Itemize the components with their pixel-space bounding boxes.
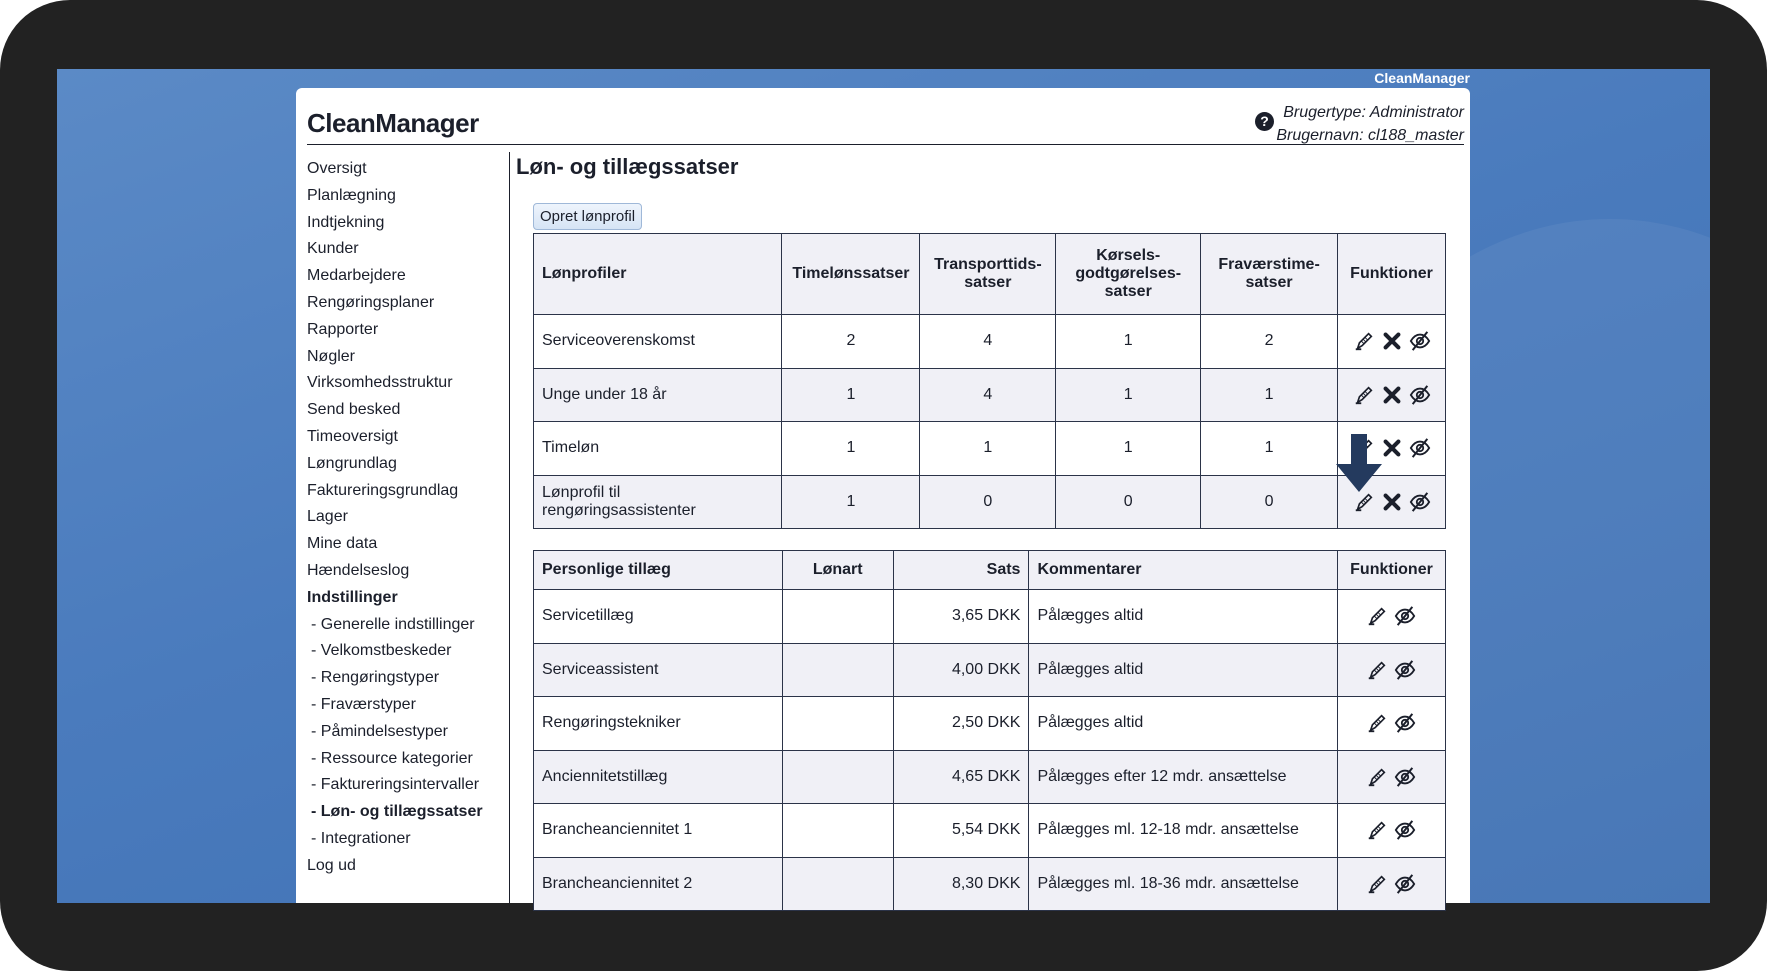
table-cell: 5,54 DKK	[893, 804, 1029, 858]
sidebar-item[interactable]: - Løn- og tillægssatser	[311, 803, 483, 821]
table-cell: 1	[1056, 368, 1201, 422]
sidebar-item[interactable]: Rapporter	[307, 320, 379, 338]
sidebar-item[interactable]: Virksomhedsstruktur	[307, 374, 453, 392]
table-cell: 1	[1056, 315, 1201, 369]
sidebar-item[interactable]: Medarbejdere	[307, 267, 406, 285]
table-cell: 4	[920, 315, 1056, 369]
table-cell: Servicetillæg	[534, 590, 783, 644]
table-cell: Serviceoverenskomst	[534, 315, 782, 369]
table-row	[534, 475, 1446, 529]
sidebar-item[interactable]: - Rengøringstyper	[311, 669, 440, 687]
sidebar-item[interactable]: Oversigt	[307, 160, 367, 177]
table-cell: Rengøringstekniker	[534, 697, 783, 751]
eye-slash-icon[interactable]	[1409, 330, 1431, 352]
eye-slash-icon[interactable]	[1394, 819, 1416, 841]
sidebar-item[interactable]: Kunder	[307, 240, 359, 258]
table-row	[534, 590, 1446, 644]
pencil-icon[interactable]	[1353, 330, 1375, 352]
eye-slash-icon[interactable]	[1409, 437, 1431, 459]
sidebar-item[interactable]: Løngrundlag	[307, 454, 397, 472]
sidebar-item[interactable]: Indtjekning	[307, 213, 385, 231]
user-type: Brugertype: Administrator	[1283, 104, 1464, 121]
user-info	[1276, 101, 1464, 147]
eye-slash-icon[interactable]	[1394, 712, 1416, 734]
page-title: Løn- og tillægssatser	[516, 154, 739, 179]
row-actions	[1337, 697, 1445, 751]
table-row	[534, 750, 1446, 804]
table-cell: Pålægges altid	[1029, 590, 1338, 644]
sidebar-item[interactable]: - Fraværstyper	[311, 695, 416, 713]
table-cell: 0	[1201, 475, 1338, 529]
row-actions	[1337, 590, 1445, 644]
x-icon[interactable]	[1381, 330, 1403, 352]
table-cell: Brancheanciennitet 2	[534, 857, 783, 911]
row-actions	[1337, 750, 1445, 804]
sidebar-item[interactable]: - Integrationer	[311, 829, 411, 847]
row-actions	[1338, 368, 1446, 422]
row-actions	[1337, 643, 1445, 697]
table-cell: Brancheanciennitet 1	[534, 804, 783, 858]
sidebar-item[interactable]: - Påmindelsestyper	[311, 722, 448, 740]
pencil-icon[interactable]	[1366, 873, 1388, 895]
pencil-icon[interactable]	[1353, 384, 1375, 406]
table-cell: 4,00 DKK	[893, 643, 1029, 697]
pencil-icon[interactable]	[1366, 712, 1388, 734]
table-cell: 2	[1201, 315, 1338, 369]
table-cell: 0	[920, 475, 1056, 529]
table-row	[534, 697, 1446, 751]
table-cell	[782, 590, 893, 644]
sidebar-item[interactable]: Indstillinger	[307, 588, 398, 606]
sidebar-item[interactable]: Hændelseslog	[307, 561, 410, 579]
eye-slash-icon[interactable]	[1394, 605, 1416, 627]
sidebar-item[interactable]: Timeoversigt	[307, 427, 398, 445]
sidebar-item[interactable]: Nøgler	[307, 347, 356, 365]
table-row	[534, 422, 1446, 476]
wage-profiles-table	[533, 233, 1446, 529]
column-header: Timelønssatser	[782, 234, 920, 315]
table-cell: 1	[782, 368, 920, 422]
eye-slash-icon[interactable]	[1409, 491, 1431, 513]
user-name: Brugernavn: cl188_master	[1276, 127, 1464, 144]
table-cell: 1	[1201, 368, 1338, 422]
table-cell	[782, 857, 893, 911]
x-icon[interactable]	[1381, 491, 1403, 513]
question-icon[interactable]: ?	[1255, 112, 1274, 131]
create-wage-profile-button[interactable]: Opret lønprofil	[533, 203, 642, 230]
pencil-icon[interactable]	[1353, 491, 1375, 513]
eye-slash-icon[interactable]	[1409, 384, 1431, 406]
sidebar-item[interactable]: Planlægning	[307, 186, 396, 204]
table-cell: 1	[1056, 422, 1201, 476]
table-row	[534, 368, 1446, 422]
table-cell: Timeløn	[534, 422, 782, 476]
column-header: Transporttids-satser	[920, 234, 1056, 315]
sidebar-item[interactable]: Rengøringsplaner	[307, 293, 435, 311]
app-window	[296, 88, 1470, 903]
sidebar-item[interactable]: - Velkomstbeskeder	[311, 642, 452, 660]
sidebar-item[interactable]: - Ressource kategorier	[311, 749, 473, 767]
table-cell: Unge under 18 år	[534, 368, 782, 422]
column-header: Sats	[893, 551, 1029, 590]
table-cell: 1	[782, 475, 920, 529]
table-row	[534, 857, 1446, 911]
table-cell: 4	[920, 368, 1056, 422]
table-cell	[782, 643, 893, 697]
sidebar	[307, 156, 507, 880]
column-header: Lønprofiler	[534, 234, 782, 315]
column-header: Personlige tillæg	[534, 551, 783, 590]
x-icon[interactable]	[1381, 384, 1403, 406]
table-cell: 0	[1056, 475, 1201, 529]
table-cell: 2,50 DKK	[893, 697, 1029, 751]
row-actions	[1337, 857, 1445, 911]
table-cell	[782, 804, 893, 858]
sidebar-divider	[509, 152, 510, 903]
table-cell	[782, 697, 893, 751]
table-row	[534, 643, 1446, 697]
eye-slash-icon[interactable]	[1394, 659, 1416, 681]
sidebar-item[interactable]: - Faktureringsintervaller	[311, 776, 480, 794]
table-cell: Pålægges ml. 12-18 mdr. ansættelse	[1029, 804, 1338, 858]
table-cell: 8,30 DKK	[893, 857, 1029, 911]
table-cell: 4,65 DKK	[893, 750, 1029, 804]
table-cell: 1	[1201, 422, 1338, 476]
table-cell: Lønprofil til rengøringsassistenter	[534, 475, 782, 529]
column-header: Funktioner	[1337, 551, 1445, 590]
table-cell: Pålægges altid	[1029, 697, 1338, 751]
table-cell: Pålægges ml. 18-36 mdr. ansættelse	[1029, 857, 1338, 911]
table-cell: 1	[920, 422, 1056, 476]
table-cell: 2	[782, 315, 920, 369]
header-divider	[307, 144, 1464, 145]
column-header: Funktioner	[1338, 234, 1446, 315]
pencil-icon[interactable]	[1366, 605, 1388, 627]
table-cell	[782, 750, 893, 804]
column-header: Fraværstime-satser	[1201, 234, 1338, 315]
table-row	[534, 315, 1446, 369]
app-title: CleanManager	[307, 108, 479, 138]
table-row	[534, 804, 1446, 858]
column-header: Lønart	[782, 551, 893, 590]
eye-slash-icon[interactable]	[1394, 873, 1416, 895]
column-header: Kommentarer	[1029, 551, 1338, 590]
pencil-icon[interactable]	[1366, 766, 1388, 788]
arrow-down-icon	[1336, 434, 1382, 492]
sidebar-item[interactable]: - Generelle indstillinger	[311, 615, 475, 633]
sidebar-item[interactable]: Send besked	[307, 401, 401, 419]
personal-allowances-table	[533, 550, 1446, 911]
table-cell: Anciennitetstillæg	[534, 750, 783, 804]
top-brand: CleanManager	[1374, 70, 1470, 86]
eye-slash-icon[interactable]	[1394, 766, 1416, 788]
table-cell: Pålægges efter 12 mdr. ansættelse	[1029, 750, 1338, 804]
table-cell: 3,65 DKK	[893, 590, 1029, 644]
sidebar-item[interactable]: Lager	[307, 508, 348, 526]
x-icon[interactable]	[1381, 437, 1403, 459]
table-cell: Pålægges altid	[1029, 643, 1338, 697]
pencil-icon[interactable]	[1366, 659, 1388, 681]
table-cell: Serviceassistent	[534, 643, 783, 697]
pencil-icon[interactable]	[1366, 819, 1388, 841]
sidebar-item[interactable]: Mine data	[307, 535, 378, 553]
column-header: Kørsels-godtgørelses-satser	[1056, 234, 1201, 315]
sidebar-item[interactable]: Faktureringsgrundlag	[307, 481, 459, 499]
row-actions	[1337, 804, 1445, 858]
sidebar-item[interactable]: Log ud	[307, 856, 356, 874]
row-actions	[1338, 315, 1446, 369]
table-cell: 1	[782, 422, 920, 476]
